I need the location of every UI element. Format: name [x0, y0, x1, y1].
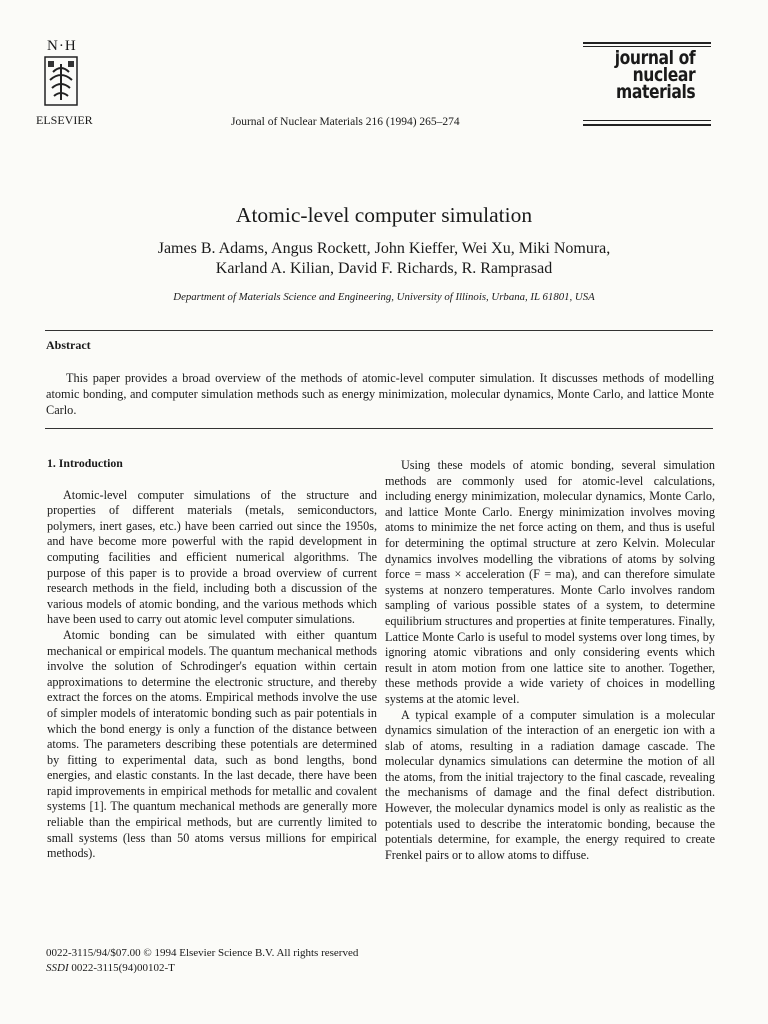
- ssdi-label: SSDI: [46, 961, 69, 974]
- left-column: [47, 456, 377, 862]
- journal-logo-line: nuclear: [632, 64, 695, 86]
- journal-logo-line: materials: [615, 81, 695, 103]
- abstract-heading: Abstract: [46, 338, 91, 352]
- section-heading: 1. Introduction: [47, 456, 123, 470]
- body-paragraph: Atomic-level computer simulations of the structure and properties of different materials (metals, semiconductors, polymers, inert gases, etc.) have been carried out since the 1950s, and have become more powerful with the rapid development in computing facilities and efficient numerical algorithms. The purpose of this paper is to provide a broad overview of current research methods in the field, including both a discussion of the various models of atomic bonding, and the various methods which have been used to carry out atomic level computer simulations.: [47, 487, 377, 627]
- publisher-mark: N·H: [47, 38, 77, 54]
- authors-line: James B. Adams, Angus Rockett, John Kieffer, Wei Xu, Miki Nomura,: [157, 240, 611, 257]
- right-column: [385, 458, 715, 863]
- affiliation: Department of Materials Science and Engineering, University of Illinois, Urbana, IL 61801, USA: [173, 291, 595, 303]
- ssdi-line: [46, 961, 358, 976]
- publisher-name: ELSEVIER: [36, 113, 93, 127]
- divider: [45, 428, 713, 429]
- authors-line: Karland A. Kilian, David F. Richards, R. Ramprasad: [215, 260, 553, 277]
- abstract-text: [46, 370, 714, 418]
- author-list: [70, 239, 698, 279]
- journal-logo-title: [614, 47, 695, 103]
- journal-reference: Journal of Nuclear Materials 216 (1994) 265–274: [231, 116, 460, 128]
- divider: [45, 330, 713, 331]
- abstract-paragraph: This paper provides a broad overview of the methods of atomic-level computer simulation. It discusses methods of modelling atomic bonding, and computer simulation methods such as energy minimization, molecular dynamics, Monte Carlo, and lattice Monte Carlo.: [46, 371, 714, 417]
- body-paragraph: A typical example of a computer simulation is a molecular dynamics simulation of the interaction of an energetic ion with a slab of atoms, resulting in a radiation damage cascade. The molecular dynamics simulations can determine the motion of all the atoms, from the initial trajectory to the final cascade, revealing the mechanisms of damage and the final defect distribution. However, the molecular dynamics model is only as realistic as the potentials used to describe the interatomic bonding, because the potentials determine, for example, the energy required to create Frenkel pairs or to allow atoms to diffuse.: [385, 707, 715, 862]
- copyright-line: 0022-3115/94/$07.00 © 1994 Elsevier Science B.V. All rights reserved: [46, 947, 359, 959]
- ssdi-value: 0022-3115(94)00102-T: [71, 961, 175, 974]
- journal-logo: [583, 40, 711, 128]
- paper-title: Atomic-level computer simulation: [235, 203, 533, 227]
- body-paragraph: Atomic bonding can be simulated with either quantum mechanical or empirical models. The quantum mechanical methods involve the solution of Schrodinger's equation within certain approximations to determine the electronic structure, and thereby extract the forces on the atoms. Empirical methods involve the use of simpler models of interatomic bonding such as pair potentials in which the bond energy is only a function of the distance between atoms. The parameters describing these potentials are determined by fitting to experimental data, such as bond lengths, bond energies, and elastic constants. In the last decade, there have been rapid improvements in empirical methods for metallic and covalent systems [1]. The quantum mechanical methods are generally more reliable than the empirical methods, but are currently limited to small systems (less than 50 atoms versus millions for empirical methods).: [47, 627, 377, 861]
- journal-logo-line: journal of: [614, 47, 695, 69]
- elsevier-tree-logo-icon: [44, 56, 78, 106]
- body-paragraph: Using these models of atomic bonding, several simulation methods are commonly used for atomic-level calculations, including energy minimization, molecular dynamics, Monte Carlo, and lattice Monte Carlo. Energy minimization involves moving atoms to minimize the net force acting on them, and thus is useful for determining the optimal structure at zero Kelvin. Molecular dynamics involves modelling the vibrations of atoms by solving force = mass × acceleration (F = ma), and can therefore simulate systems at nonzero temperatures. Monte Carlo involves random sampling of various possible states of a system, to determine equilibrium structures and properties at finite temperatures. Finally, Lattice Monte Carlo is useful to model systems over long times, by ignoring atomic vibrations and only considering events which result in atom motion from one lattice site to another. Together, these methods provide a wide variety of choices in modelling systems at the atomic level.: [385, 458, 715, 706]
- footer: [46, 946, 358, 975]
